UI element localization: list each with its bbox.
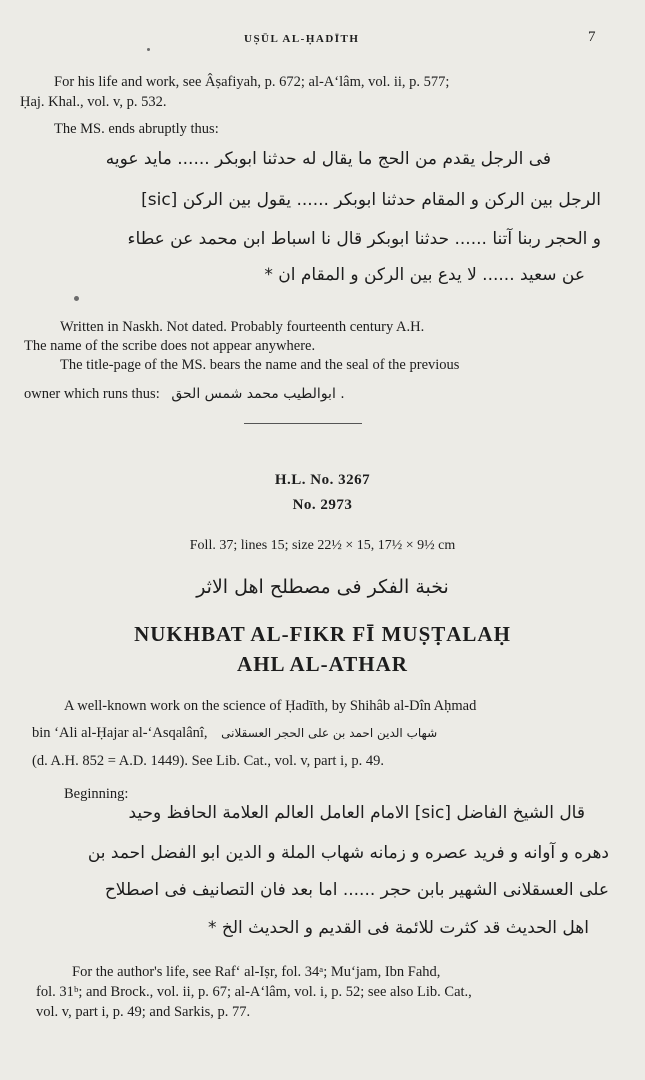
title-line-2: AHL AL-ATHAR (237, 652, 408, 676)
ending-arabic-line-1: فى الرجل يقدم من الحج ما يقال له حدثنا ابوبكر ...... مايد عويه (105, 149, 551, 169)
ink-speck (147, 48, 150, 51)
written-line-2: The name of the scribe does not appear anywhere. (24, 338, 316, 354)
ending-arabic-line-3: و الحجر ربنا آتنا ...... حدثنا ابوبكر قال نا اسباط ابن محمد عن عطاء (127, 229, 601, 249)
description-line-2 (32, 724, 437, 742)
owner-arabic: ابوالطيب محمد شمس الحق . (171, 386, 345, 402)
author-life-line-3: vol. v, part i, p. 49; and Sarkis, p. 77. (36, 1004, 251, 1020)
beginning-label: Beginning: (64, 786, 129, 802)
ending-arabic-line-4: عن سعيد ...... لا يدع بين الركن و المقام ان * (264, 265, 585, 285)
author-arabic: شهاب الدين احمد بن على الحجر العسقلانى (221, 726, 438, 740)
owner-label: owner which runs thus: (24, 386, 160, 402)
description-line-3: (d. A.H. 852 = A.D. 1449). See Lib. Cat., vol. v, part i, p. 49. (32, 753, 384, 769)
running-title: UṢŪL AL-ḤADĪTH (244, 33, 360, 45)
hl-number: H.L. No. 3267 (274, 472, 371, 488)
beginning-arabic-line-1: قال الشيخ الفاضل [sic] الامام العامل العالم العلامة الحافظ وحيد (128, 803, 585, 823)
description-line-1: A well-known work on the science of Ḥadīth, by Shihâb al-Dîn Aḥmad (64, 698, 477, 714)
arabic-title: نخبة الفكر فى مصطلح اهل الاثر (196, 576, 449, 598)
beginning-arabic-line-4: اهل الحديث قد كثرت للائمة فى القديم و الحديث الخ * (207, 918, 589, 938)
prev-life-line-2: Ḥaj. Khal., vol. v, p. 532. (20, 94, 167, 110)
beginning-arabic-line-2: دهره و آوانه و فريد عصره و زمانه شهاب الملة و الدين ابو الفضل احمد بن (87, 843, 609, 863)
ink-speck (74, 296, 79, 301)
author-name: bin ‘Ali al-Ḥajar al-‘Asqalânî, (32, 725, 208, 741)
author-life-line-1: For the author's life, see Raf‘ al-Iṣr, fol. 34ᵃ; Mu‘jam, Ibn Fahd, (72, 964, 441, 980)
written-line-1: Written in Naskh. Not dated. Probably fourteenth century A.H. (60, 319, 425, 335)
section-divider (244, 423, 362, 424)
title-line-1: NUKHBAT AL-FIKR FĪ MUṢṬALAḤ (134, 622, 511, 646)
beginning-arabic-line-3: على العسقلانى الشهير بابن حجر ...... اما بعد فان التصانيف فى اصطلاح (104, 880, 609, 900)
author-life-line-2: fol. 31ᵇ; and Brock., vol. ii, p. 67; al-A‘lâm, vol. i, p. 52; see also Lib. Cat., (36, 984, 472, 1000)
ms-ends-line: The MS. ends abruptly thus: (54, 121, 219, 137)
folio-description: Foll. 37; lines 15; size 22½ × 15, 17½ × 9½ cm (189, 538, 456, 553)
ms-number: No. 2973 (292, 497, 353, 513)
title-page-line-2 (24, 385, 345, 403)
title-page-line-1: The title-page of the MS. bears the name and the seal of the previous (60, 357, 460, 373)
ending-arabic-line-2: الرجل بين الركن و المقام حدثنا ابوبكر ...... يقول بين الركن [sic] (141, 190, 601, 210)
page-number: 7 (588, 29, 596, 45)
prev-life-line-1: For his life and work, see Âṣafiyah, p. 672; al-A‘lâm, vol. ii, p. 577; (54, 74, 450, 90)
